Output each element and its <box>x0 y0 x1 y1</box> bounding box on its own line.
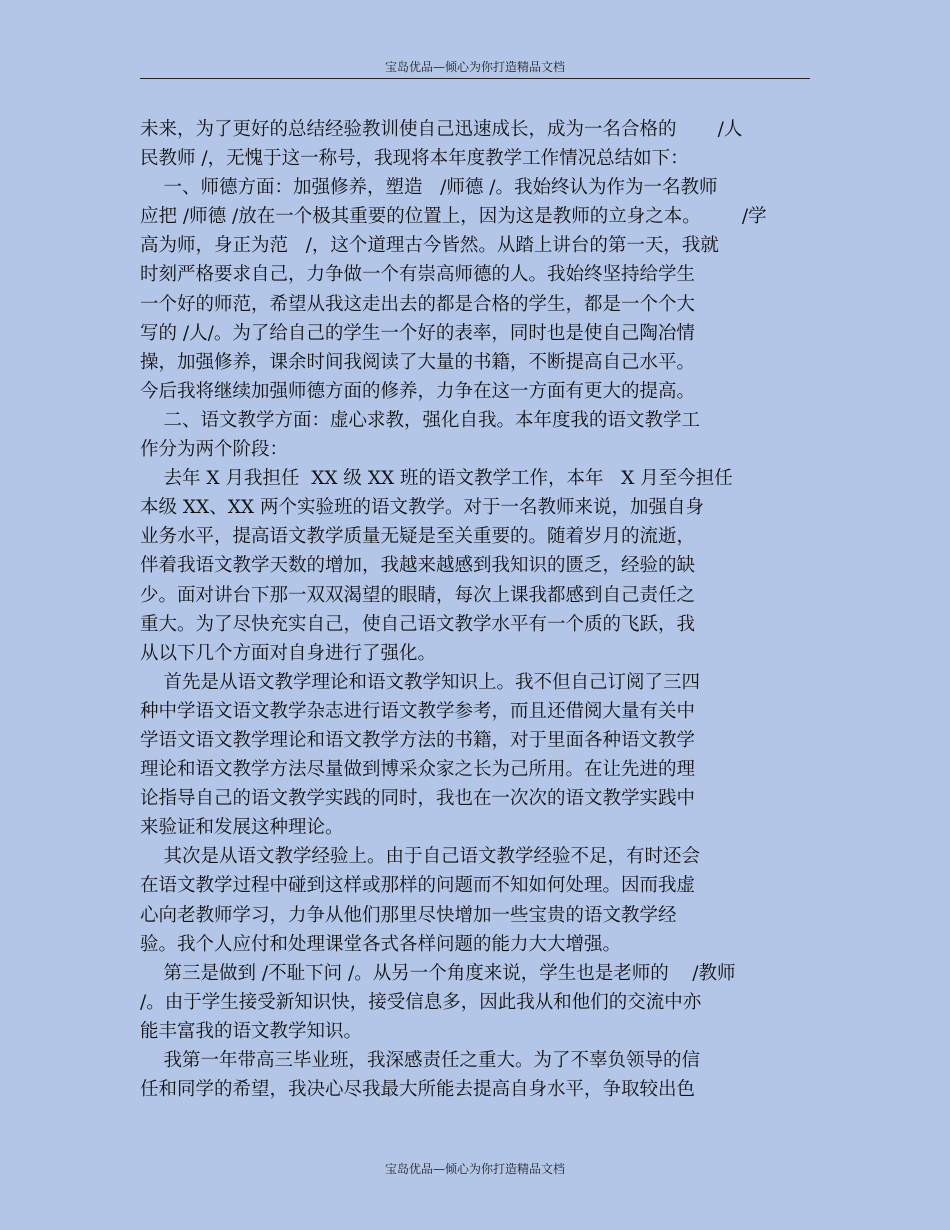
body-line: 应把 /师德 /放在一个极其重要的位置上，因为这是教师的立身之本。 /学 <box>140 206 767 228</box>
body-line: 操，加强修养，课余时间我阅读了大量的书籍，不断提高自己水平。 <box>140 351 696 373</box>
body-line: 论指导自己的语文教学实践的同时，我也在一次次的语文教学实践中 <box>140 788 696 810</box>
body-line: 今后我将继续加强师德方面的修养，力争在这一方面有更大的提高。 <box>140 380 696 402</box>
page-footer: 宝岛优品—倾心为你打造精品文档 <box>384 1162 565 1176</box>
body-line: /。由于学生接受新知识快，接受信息多，因此我从和他们的交流中亦 <box>140 991 702 1013</box>
body-line: 第三是做到 /不耻下问 /。从另一个角度来说，学生也是老师的 /教师 <box>140 962 736 984</box>
body-line: 高为师，身正为范 /，这个道理古今皆然。从踏上讲台的第一天，我就 <box>140 235 719 257</box>
body-line: 写的 /人/。为了给自己的学生一个好的表率，同时也是使自己陶冶情 <box>140 322 695 344</box>
body-line: 从以下几个方面对自身进行了强化。 <box>140 642 437 664</box>
body-line: 重大。为了尽快充实自己，使自己语文教学水平有一个质的飞跃，我 <box>140 613 696 635</box>
header-divider <box>140 78 810 79</box>
body-line: 能丰富我的语文教学知识。 <box>140 1020 363 1042</box>
body-line: 作分为两个阶段： <box>140 439 289 461</box>
body-line: 学语文语文教学理论和语文教学方法的书籍，对于里面各种语文教学 <box>140 729 696 751</box>
body-line: 去年 X 月我担任 XX 级 XX 班的语文教学工作，本年 X 月至今担任 <box>140 468 733 490</box>
body-line: 民教师 /，无愧于这一称号，我现将本年度教学工作情况总结如下： <box>140 148 689 170</box>
body-line: 业务水平，提高语文教学质量无疑是至关重要的。随着岁月的流逝， <box>140 526 696 548</box>
body-line: 本级 XX、XX 两个实验班的语文教学。对于一名教师来说，加强自身 <box>140 497 704 519</box>
body-line: 二、语文教学方面：虚心求教，强化自我。本年度我的语文教学工 <box>140 409 701 431</box>
body-line: 时刻严格要求自己，力争做一个有崇高师德的人。我始终坚持给学生 <box>140 264 696 286</box>
body-line: 首先是从语文教学理论和语文教学知识上。我不但自己订阅了三四 <box>140 671 701 693</box>
body-line: 一、师德方面：加强修养，塑造 /师德 /。我始终认为作为一名教师 <box>140 177 718 199</box>
body-line: 伴着我语文教学天数的增加，我越来越感到我知识的匮乏，经验的缺 <box>140 555 696 577</box>
page-header: 宝岛优品—倾心为你打造精品文档 <box>384 60 565 74</box>
body-line: 验。我个人应付和处理课堂各式各样问题的能力大大增强。 <box>140 933 622 955</box>
body-line: 种中学语文语文教学杂志进行语文教学参考，而且还借阅大量有关中 <box>140 700 696 722</box>
body-line: 理论和语文教学方法尽量做到博采众家之长为己所用。在让先进的理 <box>140 759 696 781</box>
body-line: 在语文教学过程中碰到这样或那样的问题而不知如何处理。因而我虚 <box>140 875 696 897</box>
body-line: 任和同学的希望，我决心尽我最大所能去提高自身水平，争取较出色 <box>140 1079 696 1101</box>
body-line: 未来，为了更好的总结经验教训使自己迅速成长，成为一名合格的 /人 <box>140 119 743 140</box>
body-line: 我第一年带高三毕业班，我深感责任之重大。为了不辜负领导的信 <box>140 1050 701 1071</box>
body-line: 少。面对讲台下那一双双渴望的眼睛，每次上课我都感到自己责任之 <box>140 584 696 606</box>
body-line: 其次是从语文教学经验上。由于自己语文教学经验不足，有时还会 <box>140 846 701 868</box>
body-line: 心向老教师学习，力争从他们那里尽快增加一些宝贵的语文教学经 <box>140 904 677 926</box>
document-body <box>140 115 810 1104</box>
body-line: 来验证和发展这种理论。 <box>140 817 344 839</box>
body-line: 一个好的师范，希望从我这走出去的都是合格的学生，都是一个个大 <box>140 293 696 315</box>
